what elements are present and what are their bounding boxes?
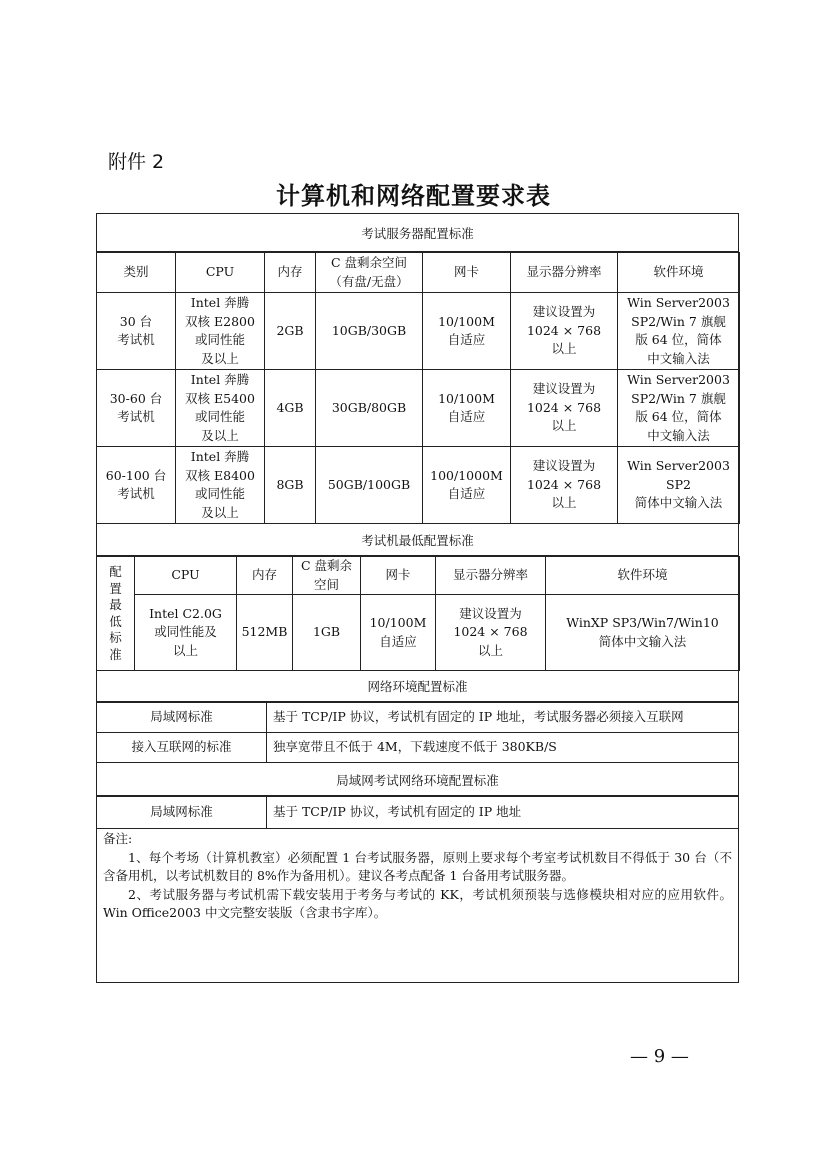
table-row: [97, 293, 740, 370]
table-cell: 50GB/100GB: [316, 447, 423, 524]
server-table: [96, 252, 740, 524]
table-cell: 60-100 台 考试机: [97, 447, 176, 524]
page-title: 计算机和网络配置要求表: [276, 181, 551, 210]
table-cell: 10/100M 自适应: [423, 293, 511, 370]
row-label: 配 置 最 低 标 准: [97, 557, 135, 671]
table-cell: 1GB: [293, 595, 361, 671]
table-cell: 接入互联网的标准: [97, 733, 267, 763]
col-header: C 盘剩余 空间: [293, 557, 361, 595]
lan-section: [97, 764, 738, 829]
table-cell: 4GB: [265, 370, 316, 447]
note-item: 1、每个考场（计算机教室）必须配置 1 台考试服务器，原则上要求每个考室考试机数目不得低于 30 台（不含备用机，以考试机数目的 8%作为备用机）。建议各考点配备 1 台备用考试服务器。: [103, 849, 732, 883]
col-header: 软件环境: [618, 253, 740, 293]
col-header: CPU: [135, 557, 237, 595]
col-header: 内存: [237, 557, 293, 595]
table-row: [97, 733, 739, 763]
table-cell: 30 台 考试机: [97, 293, 176, 370]
table-row: [97, 703, 739, 733]
server-header-row: [97, 253, 740, 293]
table-cell: Win Server2003 SP2/Win 7 旗舰 版 64 位，简体 中文输入法: [618, 293, 740, 370]
col-header: 内存: [265, 253, 316, 293]
client-section: [97, 523, 738, 671]
table-cell: 建议设置为 1024 × 768 以上: [511, 447, 618, 524]
notes: [97, 828, 738, 925]
server-section-heading: 考试服务器配置标准: [97, 214, 738, 252]
notes-label: 备注:: [103, 831, 133, 846]
table-row: [97, 797, 739, 829]
table-row: [97, 370, 740, 447]
table-cell: 基于 TCP/IP 协议，考试机有固定的 IP 地址: [267, 797, 739, 829]
col-header: 网卡: [361, 557, 436, 595]
table-row: [97, 447, 740, 524]
network-section: [97, 670, 738, 763]
table-cell: 30-60 台 考试机: [97, 370, 176, 447]
attachment-label: 附件 2: [108, 151, 165, 173]
table-cell: 建议设置为 1024 × 768 以上: [511, 370, 618, 447]
table-cell: 2GB: [265, 293, 316, 370]
table-cell: Intel C2.0G 或同性能及 以上: [135, 595, 237, 671]
table-cell: 30GB/80GB: [316, 370, 423, 447]
network-table: [96, 702, 739, 763]
table-cell: WinXP SP3/Win7/Win10 简体中文输入法: [546, 595, 740, 671]
col-header: 显示器分辨率: [511, 253, 618, 293]
client-header-row: [97, 557, 740, 595]
table-cell: Win Server2003 SP2/Win 7 旗舰 版 64 位，简体 中文输入法: [618, 370, 740, 447]
col-header: 网卡: [423, 253, 511, 293]
client-table: [96, 556, 740, 671]
table-cell: 独享宽带且不低于 4M，下载速度不低于 380KB/S: [267, 733, 739, 763]
col-header: C 盘剩余空间 （有盘/无盘）: [316, 253, 423, 293]
client-section-heading: 考试机最低配置标准: [97, 523, 738, 556]
table-cell: 8GB: [265, 447, 316, 524]
table-cell: 10/100M 自适应: [423, 370, 511, 447]
col-header: CPU: [176, 253, 265, 293]
col-header: 类别: [97, 253, 176, 293]
table-cell: 10/100M 自适应: [361, 595, 436, 671]
table-cell: 局域网标准: [97, 797, 267, 829]
lan-table: [96, 796, 739, 829]
note-item: 2、考试服务器与考试机需下载安装用于考务与考试的 KK，考试机须预装与选修模块相对应的应用软件。Win Office2003 中文完整安装版（含隶书字库）。: [103, 886, 732, 920]
page-number: — 9 —: [630, 1046, 689, 1067]
table-cell: Intel 奔腾 双核 E2800 或同性能 及以上: [176, 293, 265, 370]
lan-section-heading: 局域网考试网络环境配置标准: [97, 764, 738, 796]
table-row: [97, 595, 740, 671]
table-cell: Intel 奔腾 双核 E8400 或同性能 及以上: [176, 447, 265, 524]
table-cell: 建议设置为 1024 × 768 以上: [436, 595, 546, 671]
table-cell: 基于 TCP/IP 协议，考试机有固定的 IP 地址，考试服务器必须接入互联网: [267, 703, 739, 733]
table-cell: 局域网标准: [97, 703, 267, 733]
table-cell: 100/1000M 自适应: [423, 447, 511, 524]
table-cell: Intel 奔腾 双核 E5400 或同性能 及以上: [176, 370, 265, 447]
table-cell: Win Server2003 SP2 简体中文输入法: [618, 447, 740, 524]
network-section-heading: 网络环境配置标准: [97, 670, 738, 702]
col-header: 软件环境: [546, 557, 740, 595]
col-header: 显示器分辨率: [436, 557, 546, 595]
table-cell: 10GB/30GB: [316, 293, 423, 370]
table-cell: 建议设置为 1024 × 768 以上: [511, 293, 618, 370]
config-table: [96, 213, 739, 983]
server-section: [97, 214, 738, 524]
table-cell: 512MB: [237, 595, 293, 671]
